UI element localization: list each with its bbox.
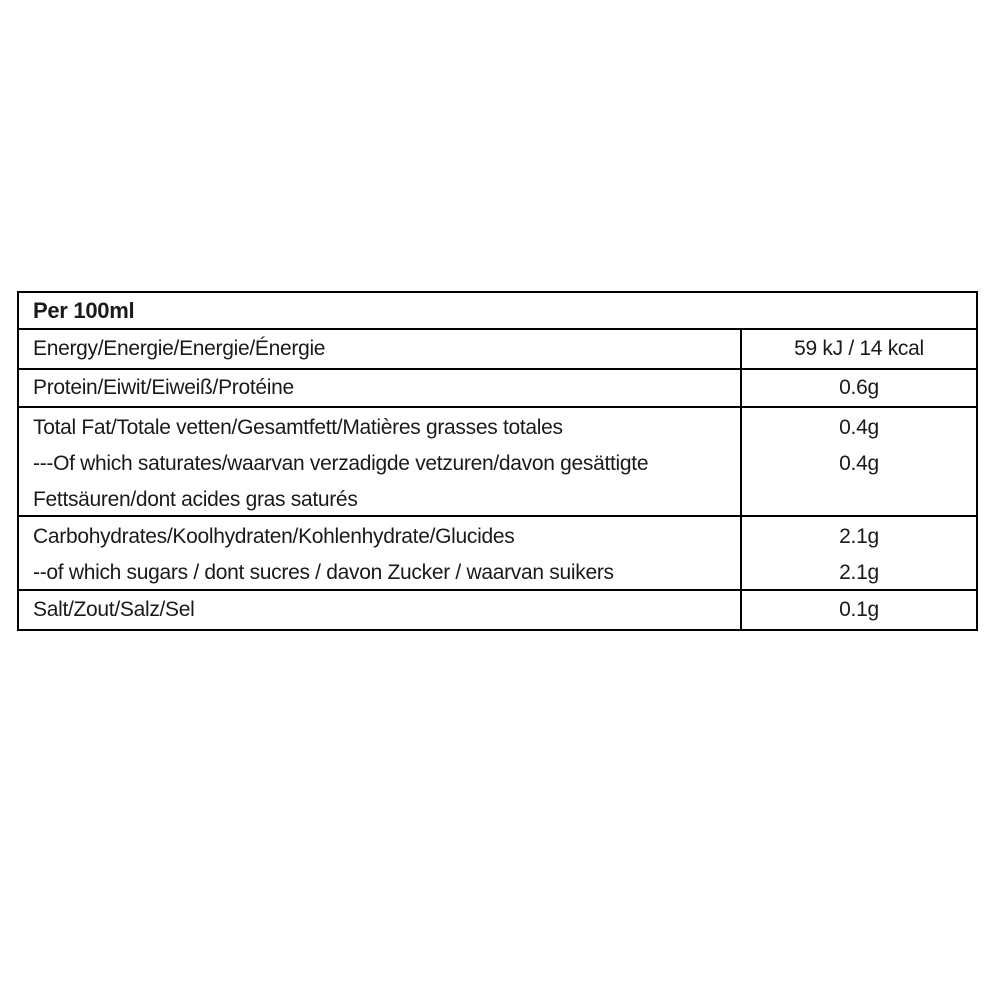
carbohydrates-value: 2.1g (839, 525, 879, 548)
table-row-salt (19, 591, 976, 629)
salt-label-cell (19, 591, 740, 629)
sugars-label: --of which sugars / dont sucres / davon Zucker / waarvan suikers (33, 561, 614, 584)
energy-label-cell (19, 330, 740, 368)
salt-value: 0.1g (839, 598, 879, 621)
sugars-value: 2.1g (839, 561, 879, 584)
saturates-label-continued: Fettsäuren/dont acides gras saturés (33, 488, 358, 511)
carbohydrates-label: Carbohydrates/Koolhydraten/Kohlenhydrate/Glucides (33, 525, 515, 548)
total-fat-label-cell (19, 408, 740, 515)
saturates-value: 0.4g (839, 452, 879, 475)
total-fat-label: Total Fat/Totale vetten/Gesamtfett/Matières grasses totales (33, 416, 563, 439)
carbohydrates-label-cell (19, 517, 740, 589)
table-row-protein (19, 370, 976, 408)
per-100ml-header: Per 100ml (33, 297, 135, 323)
salt-label: Salt/Zout/Salz/Sel (33, 598, 195, 621)
carbohydrates-value-cell (740, 517, 976, 589)
energy-value-cell (740, 330, 976, 368)
total-fat-value: 0.4g (839, 416, 879, 439)
total-fat-value-cell (740, 408, 976, 515)
salt-value-cell (740, 591, 976, 629)
energy-value: 59 kJ / 14 kcal (794, 337, 924, 360)
protein-label-cell (19, 370, 740, 406)
header-cell (19, 293, 976, 328)
energy-label: Energy/Energie/Energie/Énergie (33, 337, 326, 360)
table-row-total-fat (19, 408, 976, 517)
table-row-energy (19, 330, 976, 370)
table-header-row (19, 293, 976, 330)
protein-value: 0.6g (839, 376, 879, 399)
nutrition-facts-table (17, 291, 978, 631)
protein-label: Protein/Eiwit/Eiweiß/Protéine (33, 376, 294, 399)
protein-value-cell (740, 370, 976, 406)
table-row-carbohydrates (19, 517, 976, 591)
saturates-label: ---Of which saturates/waarvan verzadigde vetzuren/davon gesättigte (33, 452, 649, 475)
